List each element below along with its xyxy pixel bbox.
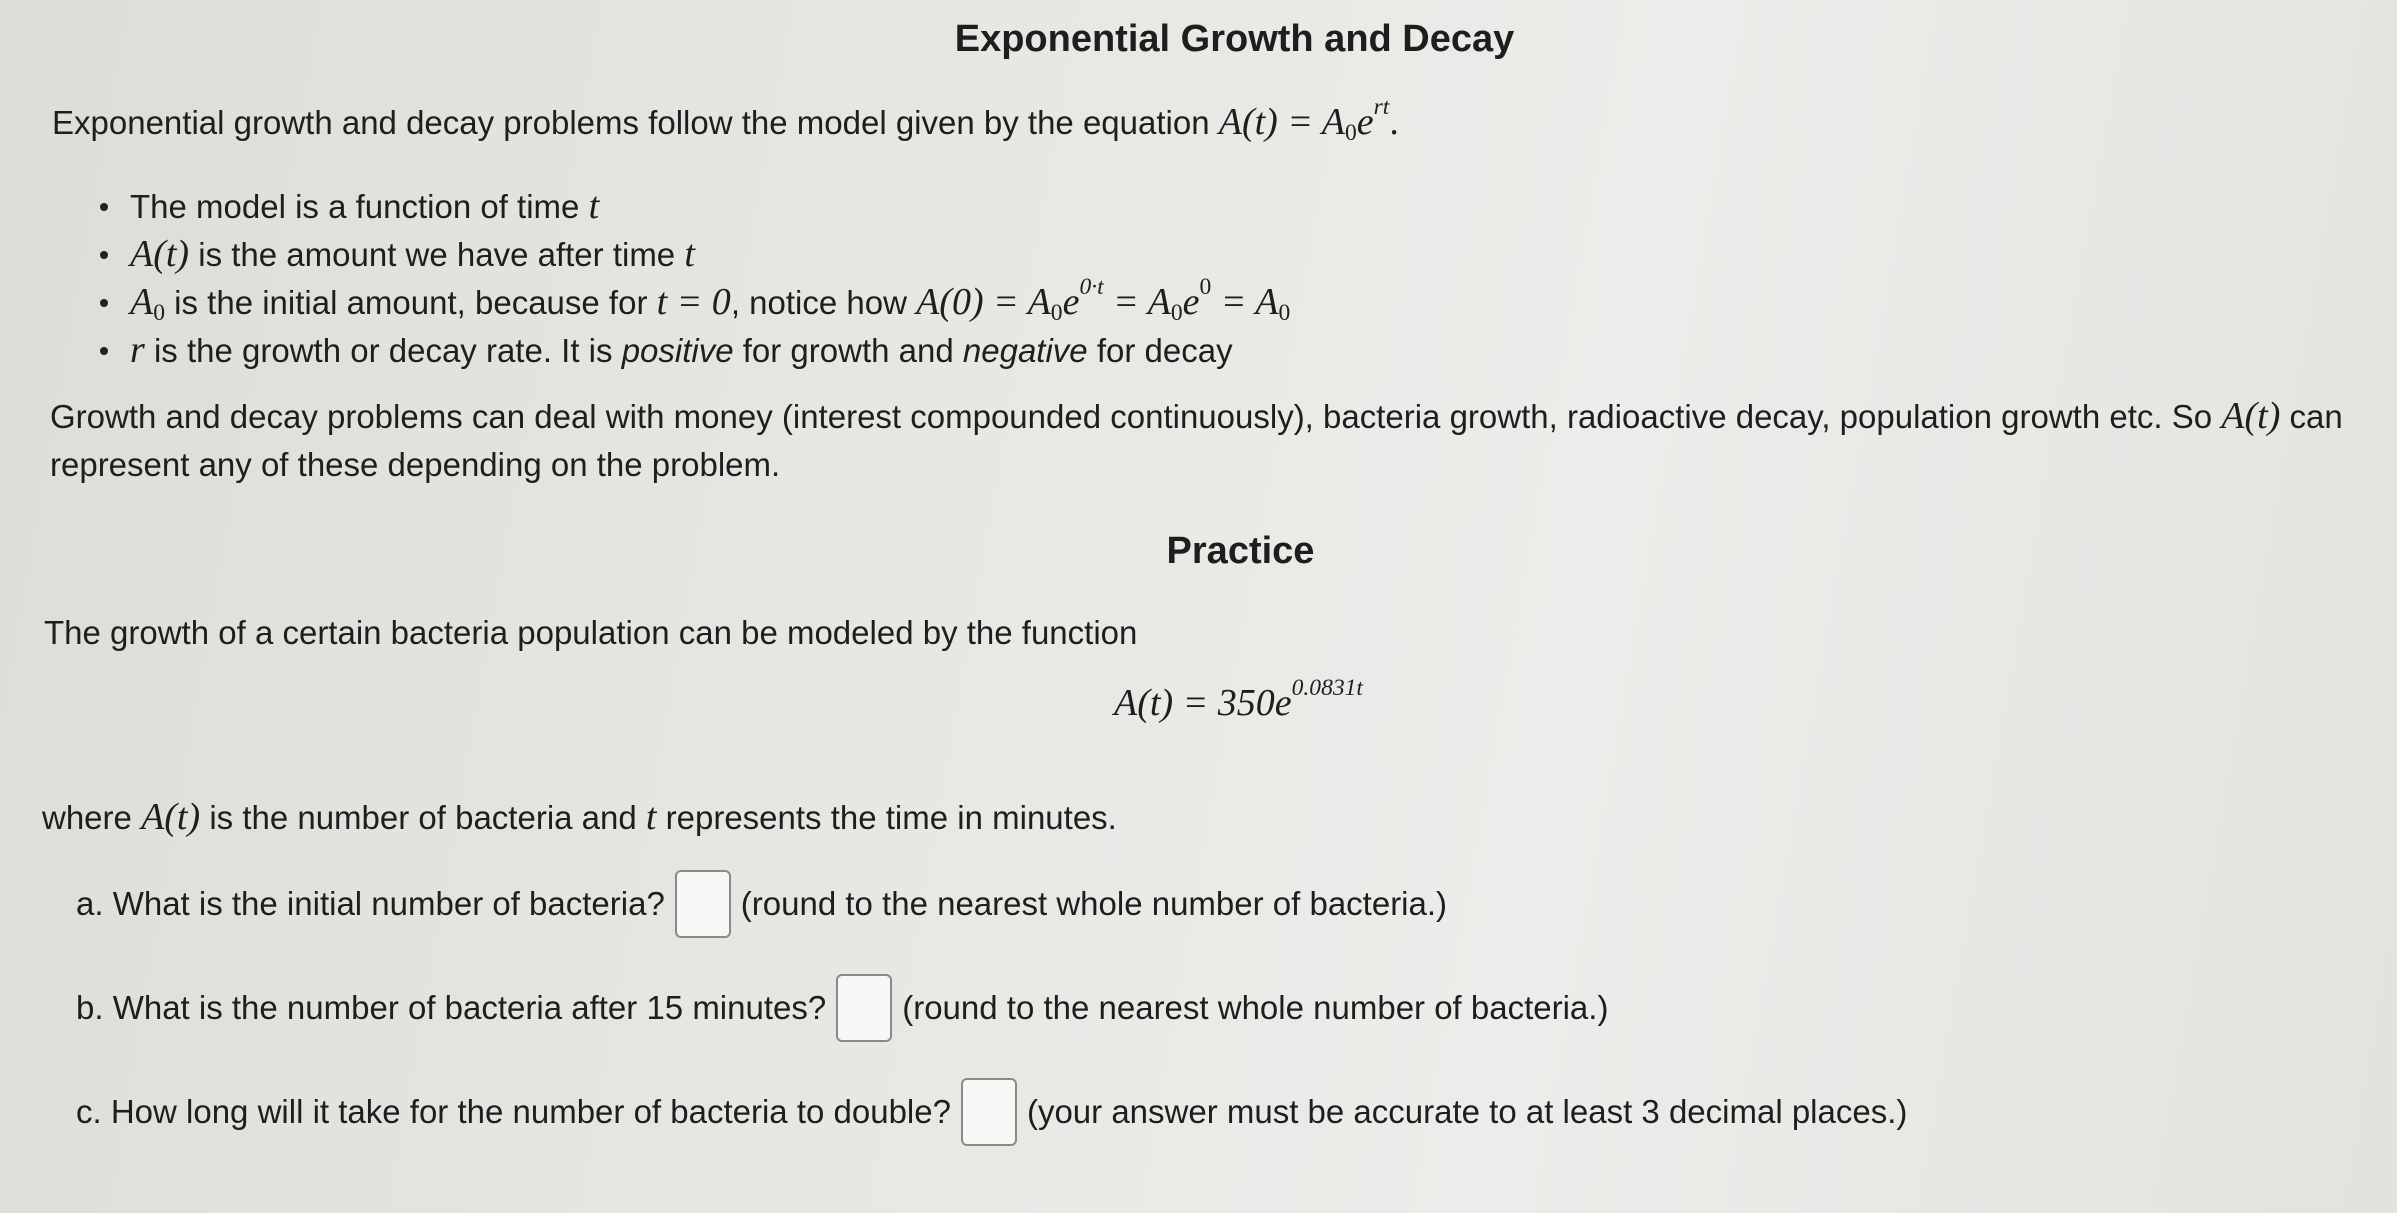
- bullet-item: A(t) is the amount we have after time t: [100, 230, 1290, 278]
- question-b-label: b. What is the number of bacteria after 15 minutes?: [76, 989, 827, 1026]
- bullet-item: The model is a function of time t: [100, 182, 1290, 230]
- variable-definition: where A(t) is the number of bacteria and t represents the time in minutes.: [42, 796, 1117, 838]
- question-c-hint: (your answer must be accurate to at least 3 decimal places.): [1026, 1093, 1908, 1130]
- problem-statement: The growth of a certain bacteria population can be modeled by the function: [44, 614, 1138, 651]
- question-a-label: a. What is the initial number of bacteria?: [76, 885, 665, 922]
- answer-a-input[interactable]: [675, 870, 731, 938]
- question-a-hint: (round to the nearest whole number of bacteria.): [740, 885, 1448, 922]
- applications-paragraph: Growth and decay problems can deal with money (interest compounded continuously), bacteria growth, radioactive decay, population growth etc. So A(t) can represent any of these depending on the problem.: [50, 395, 2343, 483]
- question-a: [76, 870, 1447, 938]
- question-b-hint: (round to the nearest whole number of bacteria.): [902, 989, 1609, 1026]
- page-title: Exponential Growth and Decay: [954, 18, 1515, 60]
- practice-heading: Practice: [1166, 530, 1315, 572]
- question-b: [76, 974, 1608, 1042]
- bullet-item: $A_0$ is the initial amount, because for t = 0, notice how $A(0) = A_0e^{0\cdot t} = A_0e^0 = A_0$: [100, 278, 1290, 326]
- growth-formula: $A(t) = 350e^{0.0831t}$: [1114, 674, 1363, 724]
- question-c: [76, 1078, 1907, 1146]
- model-bullet-list: [100, 182, 1290, 374]
- bullet-item: r is the growth or decay rate. It is positive for growth and negative for decay: [100, 326, 1290, 374]
- answer-c-input[interactable]: [961, 1078, 1017, 1146]
- intro-text: Exponential growth and decay problems follow the model given by the equation $A(t) = A_0e^{rt}$.: [52, 93, 1399, 146]
- answer-b-input[interactable]: [836, 974, 892, 1042]
- question-c-label: c. How long will it take for the number of bacteria to double?: [76, 1093, 951, 1130]
